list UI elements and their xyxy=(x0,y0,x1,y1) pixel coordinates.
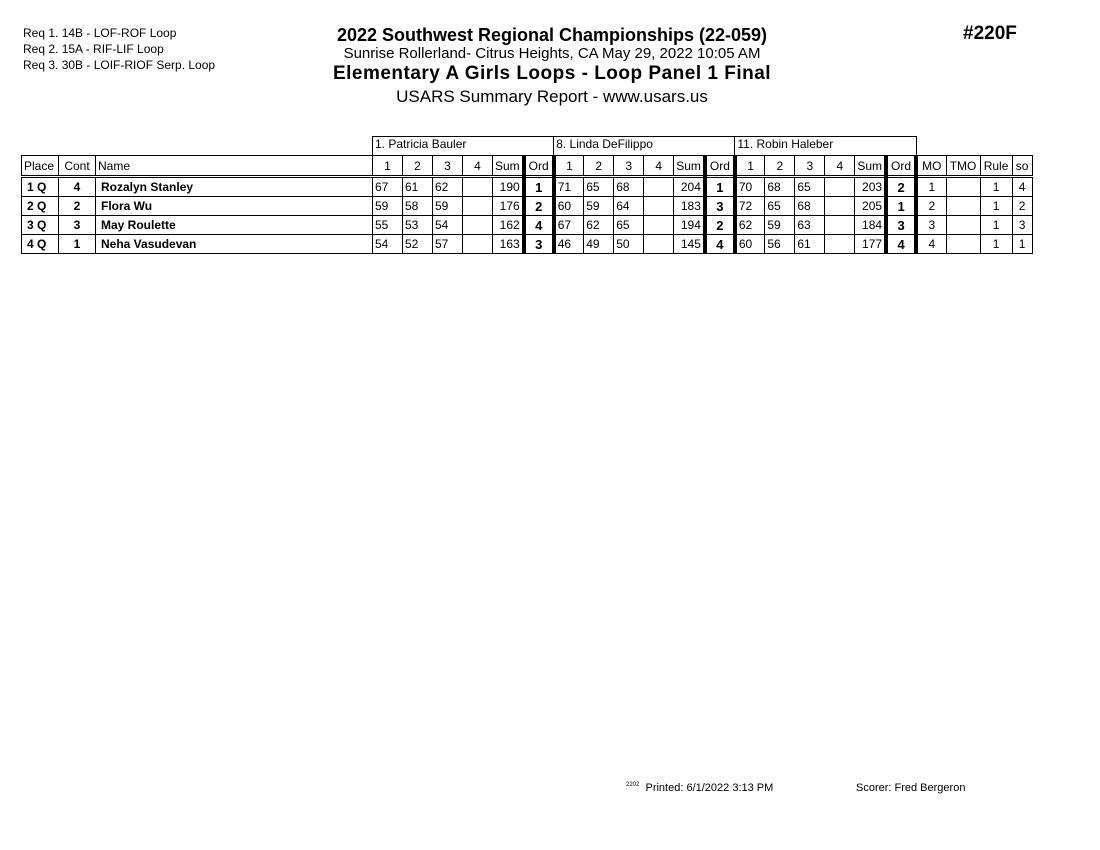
score-sum: 177 xyxy=(855,235,886,254)
score: 60 xyxy=(735,235,765,254)
score xyxy=(644,235,674,254)
place: 2 Q xyxy=(22,197,59,216)
ordinal: 3 xyxy=(524,235,554,254)
score: 56 xyxy=(765,235,795,254)
j3-col-ord: Ord xyxy=(886,156,916,177)
ordinal: 2 xyxy=(886,177,916,197)
skater-name: Flora Wu xyxy=(96,197,373,216)
col-cont: Cont xyxy=(59,156,96,177)
score-sum: 205 xyxy=(855,197,886,216)
table-row xyxy=(22,197,1033,216)
score xyxy=(825,177,855,197)
col-name: Name xyxy=(96,156,373,177)
mo: 4 xyxy=(916,235,946,254)
score: 57 xyxy=(433,235,463,254)
j3-col-1: 1 xyxy=(735,156,765,177)
score: 65 xyxy=(765,197,795,216)
contestant-number: 4 xyxy=(59,177,96,197)
score: 54 xyxy=(373,235,403,254)
requirement-item: Req 2. 15A - RIF-LIF Loop xyxy=(23,42,164,56)
tmo xyxy=(946,197,980,216)
j3-col-sum: Sum xyxy=(855,156,886,177)
so: 2 xyxy=(1012,197,1032,216)
ordinal: 2 xyxy=(524,197,554,216)
table-row xyxy=(22,216,1033,235)
score: 65 xyxy=(584,177,614,197)
score xyxy=(463,216,493,235)
score: 62 xyxy=(584,216,614,235)
table-row xyxy=(22,235,1033,254)
col-so: so xyxy=(1012,156,1032,177)
championship-title: 2022 Southwest Regional Championships (22-059) xyxy=(336,25,768,45)
j1-col-ord: Ord xyxy=(524,156,554,177)
score-sum: 183 xyxy=(674,197,705,216)
score: 59 xyxy=(373,197,403,216)
tmo xyxy=(946,216,980,235)
scorer-info: Scorer: Fred Bergeron xyxy=(856,782,966,794)
skater-name: Neha Vasudevan xyxy=(96,235,373,254)
score: 53 xyxy=(403,216,433,235)
ordinal: 2 xyxy=(705,216,735,235)
ordinal: 1 xyxy=(886,197,916,216)
contestant-number: 3 xyxy=(59,216,96,235)
j1-col-4: 4 xyxy=(463,156,493,177)
j2-col-2: 2 xyxy=(584,156,614,177)
judge-2-name: 8. Linda DeFilippo xyxy=(554,137,735,156)
score: 61 xyxy=(403,177,433,197)
place: 3 Q xyxy=(22,216,59,235)
place: 4 Q xyxy=(22,235,59,254)
printed-timestamp: Printed: 6/1/2022 3:13 PM xyxy=(645,782,774,794)
requirement-item: Req 3. 30B - LOIF-RIOF Serp. Loop xyxy=(23,58,216,72)
mo: 1 xyxy=(916,177,946,197)
j2-col-1: 1 xyxy=(554,156,584,177)
ordinal: 3 xyxy=(705,197,735,216)
rule: 1 xyxy=(980,177,1012,197)
score: 72 xyxy=(735,197,765,216)
j3-col-3: 3 xyxy=(795,156,825,177)
score: 68 xyxy=(765,177,795,197)
score: 58 xyxy=(403,197,433,216)
score: 64 xyxy=(614,197,644,216)
tmo xyxy=(946,177,980,197)
column-header-row xyxy=(22,156,1033,177)
score: 49 xyxy=(584,235,614,254)
score: 67 xyxy=(373,177,403,197)
report-title: USARS Summary Report - www.usars.us xyxy=(396,87,708,106)
score-sum: 163 xyxy=(493,235,524,254)
score: 62 xyxy=(433,177,463,197)
so: 3 xyxy=(1012,216,1032,235)
score-sum: 145 xyxy=(674,235,705,254)
col-rule: Rule xyxy=(980,156,1012,177)
contestant-number: 2 xyxy=(59,197,96,216)
print-info xyxy=(626,782,773,794)
score-sum: 176 xyxy=(493,197,524,216)
score: 70 xyxy=(735,177,765,197)
j2-col-ord: Ord xyxy=(705,156,735,177)
score: 68 xyxy=(614,177,644,197)
score: 65 xyxy=(614,216,644,235)
judges-row xyxy=(22,137,1033,156)
j1-col-2: 2 xyxy=(403,156,433,177)
judge-1-name: 1. Patricia Bauler xyxy=(373,137,554,156)
rule: 1 xyxy=(980,235,1012,254)
score xyxy=(463,177,493,197)
col-tmo: TMO xyxy=(946,156,980,177)
score: 68 xyxy=(795,197,825,216)
tmo xyxy=(946,235,980,254)
mo: 2 xyxy=(916,197,946,216)
score-sum: 194 xyxy=(674,216,705,235)
results-table xyxy=(21,136,1033,254)
so: 4 xyxy=(1012,177,1032,197)
score xyxy=(463,235,493,254)
event-number: #220F xyxy=(963,23,1017,44)
col-place: Place xyxy=(22,156,59,177)
score: 60 xyxy=(554,197,584,216)
score: 67 xyxy=(554,216,584,235)
j1-col-3: 3 xyxy=(433,156,463,177)
ordinal: 4 xyxy=(705,235,735,254)
event-title: Elementary A Girls Loops - Loop Panel 1 Final xyxy=(332,63,772,84)
score: 46 xyxy=(554,235,584,254)
place: 1 Q xyxy=(22,177,59,197)
score-sum: 184 xyxy=(855,216,886,235)
score-sum: 190 xyxy=(493,177,524,197)
score: 65 xyxy=(795,177,825,197)
score xyxy=(644,197,674,216)
skater-name: May Roulette xyxy=(96,216,373,235)
ordinal: 4 xyxy=(886,235,916,254)
score: 61 xyxy=(795,235,825,254)
report-header xyxy=(250,24,854,108)
judge-3-name: 11. Robin Haleber xyxy=(735,137,916,156)
j1-col-sum: Sum xyxy=(493,156,524,177)
j1-col-1: 1 xyxy=(373,156,403,177)
report-code: 2202 xyxy=(626,782,640,788)
score: 59 xyxy=(433,197,463,216)
score: 54 xyxy=(433,216,463,235)
requirements-list xyxy=(23,25,215,73)
score xyxy=(825,216,855,235)
score xyxy=(644,216,674,235)
contestant-number: 1 xyxy=(59,235,96,254)
score: 52 xyxy=(403,235,433,254)
rule: 1 xyxy=(980,197,1012,216)
score-sum: 162 xyxy=(493,216,524,235)
score xyxy=(463,197,493,216)
score: 62 xyxy=(735,216,765,235)
score xyxy=(825,235,855,254)
mo: 3 xyxy=(916,216,946,235)
j3-col-2: 2 xyxy=(765,156,795,177)
score: 50 xyxy=(614,235,644,254)
score: 59 xyxy=(584,197,614,216)
ordinal: 1 xyxy=(524,177,554,197)
score: 55 xyxy=(373,216,403,235)
rule: 1 xyxy=(980,216,1012,235)
j3-col-4: 4 xyxy=(825,156,855,177)
col-mo: MO xyxy=(916,156,946,177)
skater-name: Rozalyn Stanley xyxy=(96,177,373,197)
ordinal: 1 xyxy=(705,177,735,197)
score xyxy=(644,177,674,197)
score: 59 xyxy=(765,216,795,235)
so: 1 xyxy=(1012,235,1032,254)
table-row xyxy=(22,177,1033,197)
venue-date: Sunrise Rollerland- Citrus Heights, CA May 29, 2022 10:05 AM xyxy=(343,45,761,62)
j2-col-sum: Sum xyxy=(674,156,705,177)
score: 63 xyxy=(795,216,825,235)
score xyxy=(825,197,855,216)
j2-col-3: 3 xyxy=(614,156,644,177)
ordinal: 4 xyxy=(524,216,554,235)
score-sum: 203 xyxy=(855,177,886,197)
score-sum: 204 xyxy=(674,177,705,197)
j2-col-4: 4 xyxy=(644,156,674,177)
requirement-item: Req 1. 14B - LOF-ROF Loop xyxy=(23,26,177,40)
score: 71 xyxy=(554,177,584,197)
ordinal: 3 xyxy=(886,216,916,235)
